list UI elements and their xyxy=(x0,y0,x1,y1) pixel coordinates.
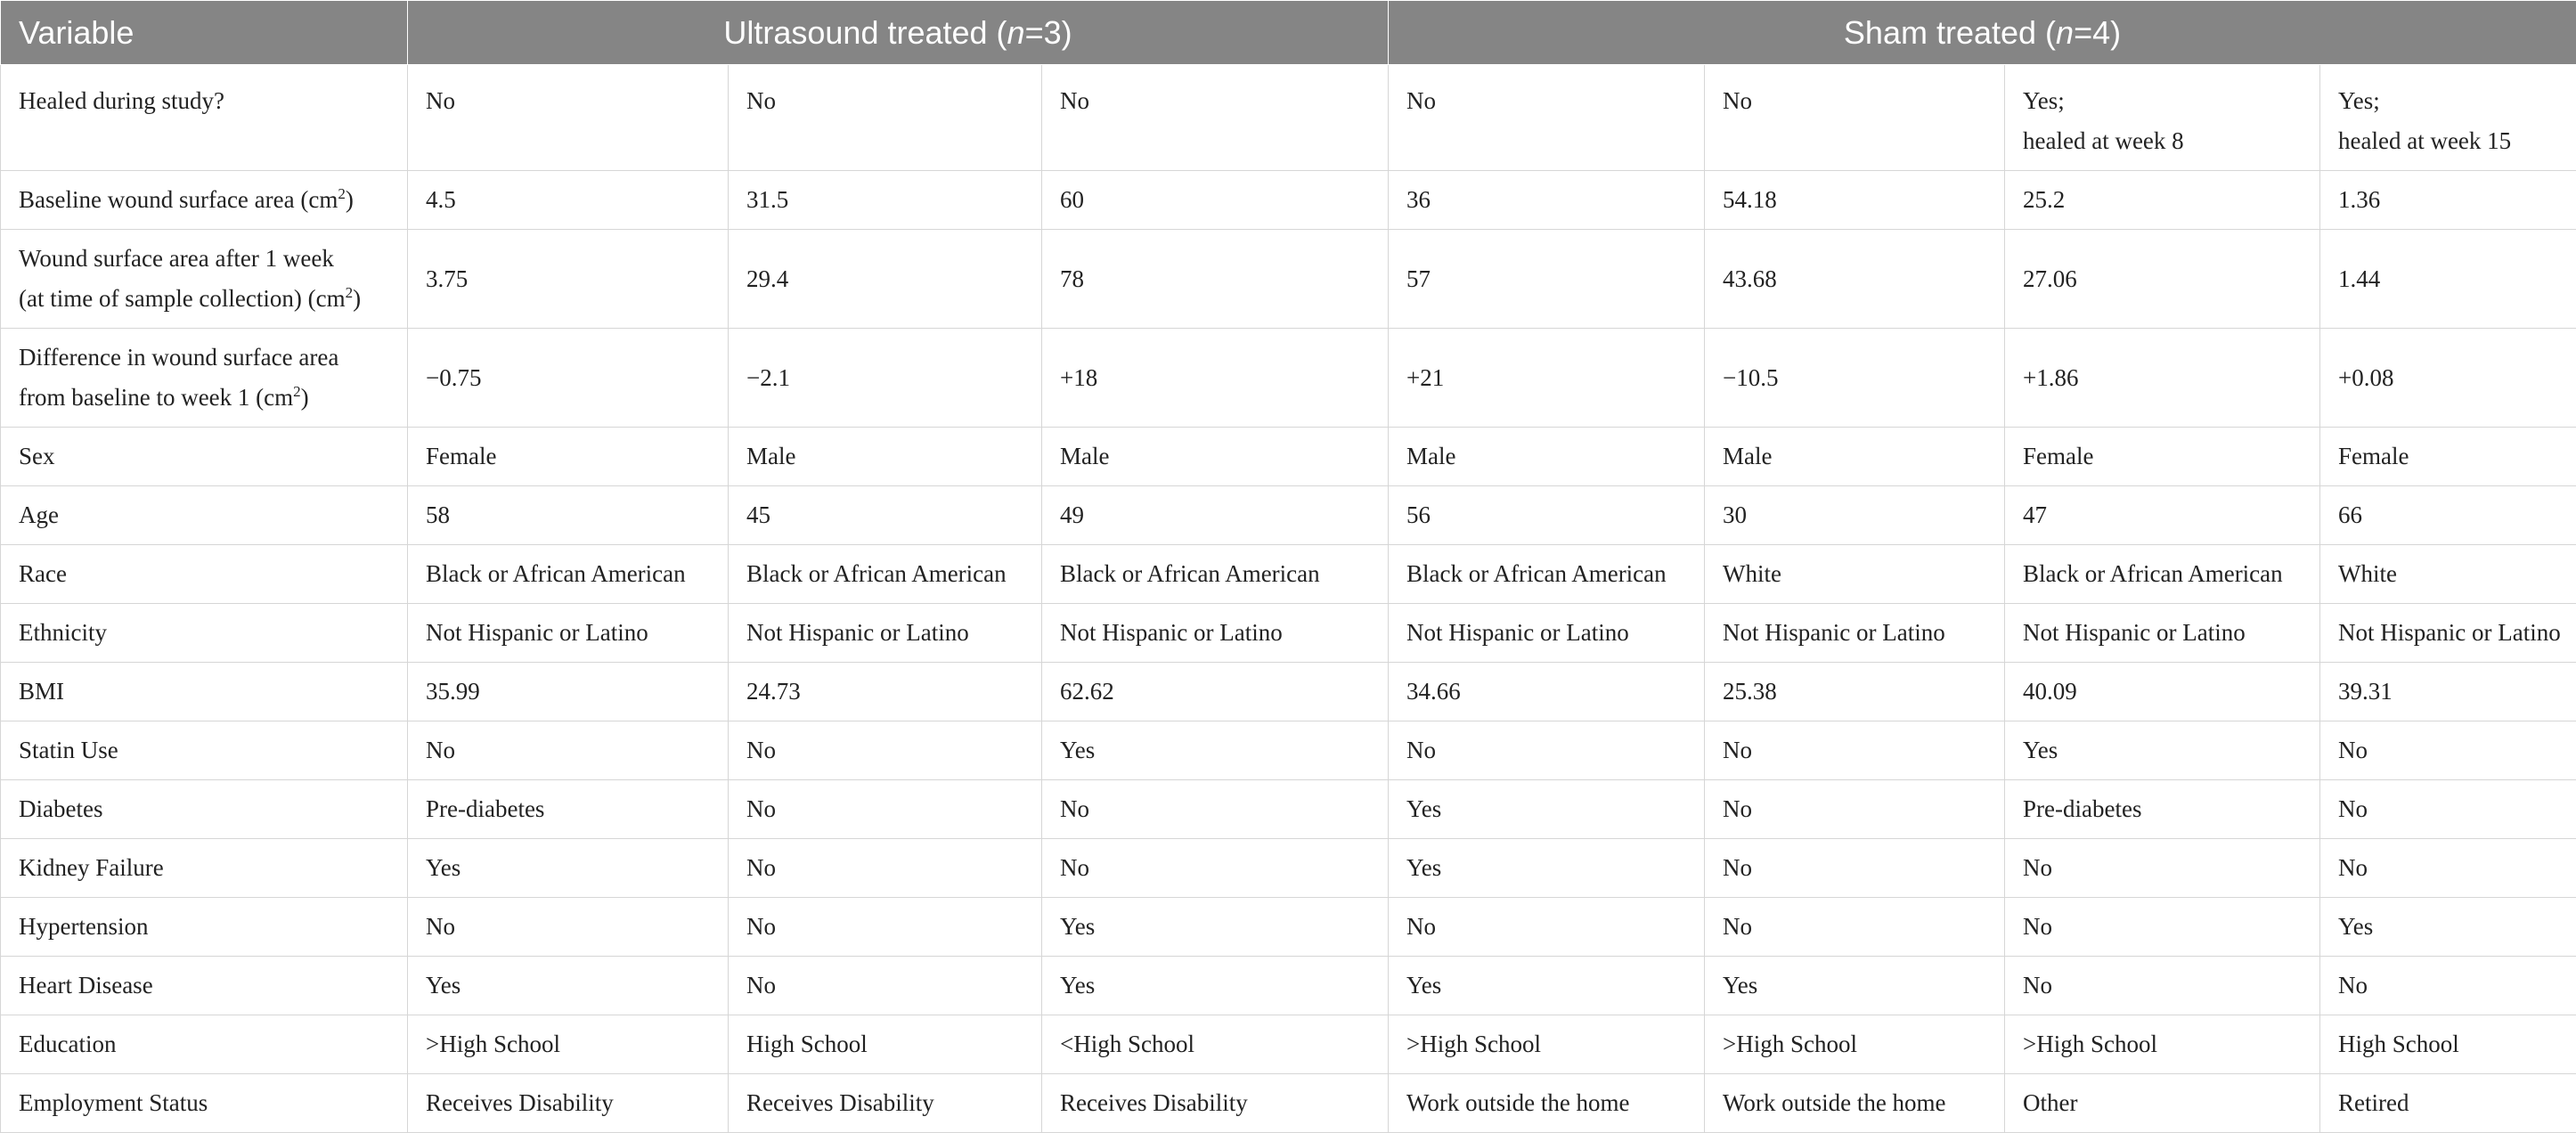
table-row-education xyxy=(1,1015,2576,1074)
cell-line: Yes; xyxy=(2338,81,2558,121)
table-cell: 39.31 xyxy=(2320,663,2576,721)
cell-line: healed at week 15 xyxy=(2338,121,2558,161)
table-row-bmi xyxy=(1,663,2576,721)
table-row-age xyxy=(1,486,2576,545)
table-cell: No xyxy=(729,957,1042,1015)
table-cell: +1.86 xyxy=(2005,329,2320,428)
table-cell: No xyxy=(729,65,1042,171)
table-cell: Male xyxy=(729,428,1042,486)
table-cell: Female xyxy=(2005,428,2320,486)
table-cell: No xyxy=(2320,721,2576,780)
cell-line: healed at week 8 xyxy=(2023,121,2302,161)
table-cell: High School xyxy=(729,1015,1042,1074)
variable-header: Variable xyxy=(1,1,408,65)
table-cell: 25.2 xyxy=(2005,171,2320,230)
table-cell: No xyxy=(1389,898,1705,957)
table-cell: No xyxy=(2320,780,2576,839)
row-label xyxy=(1,171,408,230)
row-label xyxy=(1,230,408,329)
table-cell: Yes xyxy=(1042,957,1389,1015)
table-cell: Not Hispanic or Latino xyxy=(2320,604,2576,663)
table-cell: No xyxy=(1389,65,1705,171)
row-label: Diabetes xyxy=(1,780,408,839)
table-cell: Male xyxy=(1705,428,2005,486)
row-label: Race xyxy=(1,545,408,604)
table-cell: Not Hispanic or Latino xyxy=(2005,604,2320,663)
row-label: Kidney Failure xyxy=(1,839,408,898)
table-cell: Yes xyxy=(2005,721,2320,780)
label-tail: ) xyxy=(346,186,354,213)
table-cell: Pre-diabetes xyxy=(408,780,729,839)
table-cell: 30 xyxy=(1705,486,2005,545)
row-label: BMI xyxy=(1,663,408,721)
table-cell: Yes xyxy=(1042,721,1389,780)
table-cell: No xyxy=(729,780,1042,839)
table-row-race xyxy=(1,545,2576,604)
table-cell: 1.44 xyxy=(2320,230,2576,329)
table-cell: 34.66 xyxy=(1389,663,1705,721)
table-cell: No xyxy=(2005,839,2320,898)
cell-line: Yes; xyxy=(2023,81,2302,121)
label-tail: ) xyxy=(353,285,361,312)
sham-n: n xyxy=(2056,14,2074,51)
table-cell: +0.08 xyxy=(2320,329,2576,428)
table-cell: Other xyxy=(2005,1074,2320,1133)
table-row-kidney-failure xyxy=(1,839,2576,898)
table-cell: No xyxy=(408,65,729,171)
table-cell: Yes xyxy=(2320,898,2576,957)
table-cell: Yes xyxy=(1042,898,1389,957)
table-cell: 29.4 xyxy=(729,230,1042,329)
table-cell: Not Hispanic or Latino xyxy=(1042,604,1389,663)
table-cell: 1.36 xyxy=(2320,171,2576,230)
table-cell: No xyxy=(1389,721,1705,780)
table-cell: White xyxy=(2320,545,2576,604)
table-cell: No xyxy=(2005,898,2320,957)
table-cell: Male xyxy=(1389,428,1705,486)
label-line: from baseline to week 1 (cm xyxy=(19,384,293,411)
ultrasound-group-header xyxy=(408,1,1389,65)
table-row-heart-disease xyxy=(1,957,2576,1015)
table-cell: No xyxy=(729,898,1042,957)
table-cell: Black or African American xyxy=(1042,545,1389,604)
table-cell: 25.38 xyxy=(1705,663,2005,721)
table-row-employment-status xyxy=(1,1074,2576,1133)
table-cell: No xyxy=(2320,839,2576,898)
table-cell: Yes xyxy=(1389,839,1705,898)
table-cell: 43.68 xyxy=(1705,230,2005,329)
table-cell: Male xyxy=(1042,428,1389,486)
label-tail: ) xyxy=(301,384,309,411)
table-cell: 57 xyxy=(1389,230,1705,329)
label-line: Wound surface area after 1 week xyxy=(19,239,389,279)
table-cell: 62.62 xyxy=(1042,663,1389,721)
table-row-area-difference xyxy=(1,329,2576,428)
table-row-ethnicity xyxy=(1,604,2576,663)
table-cell: Black or African American xyxy=(408,545,729,604)
table-cell: Black or African American xyxy=(2005,545,2320,604)
table-cell: No xyxy=(1705,898,2005,957)
row-label: Age xyxy=(1,486,408,545)
table-cell: No xyxy=(1042,839,1389,898)
table-cell: >High School xyxy=(1705,1015,2005,1074)
table-cell: No xyxy=(1705,780,2005,839)
table-cell: No xyxy=(2320,957,2576,1015)
table-cell: 4.5 xyxy=(408,171,729,230)
label-sup: 2 xyxy=(346,284,354,301)
table-cell: 49 xyxy=(1042,486,1389,545)
table-cell: Yes xyxy=(1705,957,2005,1015)
table-row-week1-area xyxy=(1,230,2576,329)
table-cell: >High School xyxy=(2005,1015,2320,1074)
table-cell: No xyxy=(729,839,1042,898)
table-row-diabetes xyxy=(1,780,2576,839)
table-cell: No xyxy=(1042,780,1389,839)
table-cell: Yes xyxy=(408,839,729,898)
table-cell: <High School xyxy=(1042,1015,1389,1074)
row-label: Education xyxy=(1,1015,408,1074)
header-row xyxy=(1,1,2576,65)
table-row-statin-use xyxy=(1,721,2576,780)
table-cell: 54.18 xyxy=(1705,171,2005,230)
table-cell: White xyxy=(1705,545,2005,604)
ultrasound-prefix: Ultrasound treated ( xyxy=(723,14,1007,51)
table-cell: Work outside the home xyxy=(1705,1074,2005,1133)
row-label xyxy=(1,329,408,428)
table-cell: 56 xyxy=(1389,486,1705,545)
table-cell: No xyxy=(408,898,729,957)
table-cell: Yes xyxy=(1389,780,1705,839)
table-cell: No xyxy=(408,721,729,780)
table-cell: Not Hispanic or Latino xyxy=(729,604,1042,663)
table-cell: Yes xyxy=(1389,957,1705,1015)
row-label: Sex xyxy=(1,428,408,486)
table-cell: Work outside the home xyxy=(1389,1074,1705,1133)
table-cell: High School xyxy=(2320,1015,2576,1074)
table-cell: 35.99 xyxy=(408,663,729,721)
row-label: Hypertension xyxy=(1,898,408,957)
table-row-healed xyxy=(1,65,2576,171)
table-cell: 66 xyxy=(2320,486,2576,545)
table-cell: −0.75 xyxy=(408,329,729,428)
table-cell: Not Hispanic or Latino xyxy=(1705,604,2005,663)
table-cell: 60 xyxy=(1042,171,1389,230)
table-cell: Not Hispanic or Latino xyxy=(408,604,729,663)
table-cell: 78 xyxy=(1042,230,1389,329)
table-row-sex xyxy=(1,428,2576,486)
table-cell xyxy=(2005,65,2320,171)
row-label: Ethnicity xyxy=(1,604,408,663)
table-cell: Pre-diabetes xyxy=(2005,780,2320,839)
table-cell: Female xyxy=(408,428,729,486)
table-cell: No xyxy=(1705,721,2005,780)
ultrasound-n: n xyxy=(1007,14,1025,51)
table-cell: −10.5 xyxy=(1705,329,2005,428)
table-cell: No xyxy=(1705,839,2005,898)
row-label: Employment Status xyxy=(1,1074,408,1133)
table-cell: Retired xyxy=(2320,1074,2576,1133)
label-sup: 2 xyxy=(338,185,346,202)
table-cell: Receives Disability xyxy=(729,1074,1042,1133)
table-cell: Yes xyxy=(408,957,729,1015)
sham-suffix: =4) xyxy=(2074,14,2121,51)
table-cell: 58 xyxy=(408,486,729,545)
table-cell: No xyxy=(1705,65,2005,171)
table-cell: Black or African American xyxy=(1389,545,1705,604)
table-cell: 3.75 xyxy=(408,230,729,329)
table-cell: >High School xyxy=(1389,1015,1705,1074)
label-sup: 2 xyxy=(293,383,301,400)
row-label: Heart Disease xyxy=(1,957,408,1015)
ultrasound-suffix: =3) xyxy=(1025,14,1072,51)
table-row-hypertension xyxy=(1,898,2576,957)
table-cell: Receives Disability xyxy=(1042,1074,1389,1133)
table-cell: 36 xyxy=(1389,171,1705,230)
label-text: Baseline wound surface area (cm xyxy=(19,186,338,213)
table-cell: 45 xyxy=(729,486,1042,545)
table-cell: No xyxy=(1042,65,1389,171)
table-cell: −2.1 xyxy=(729,329,1042,428)
table-cell: +21 xyxy=(1389,329,1705,428)
table-row-baseline-area xyxy=(1,171,2576,230)
sham-group-header xyxy=(1389,1,2576,65)
table-cell: No xyxy=(729,721,1042,780)
table-cell: 47 xyxy=(2005,486,2320,545)
table-cell: 31.5 xyxy=(729,171,1042,230)
sham-prefix: Sham treated ( xyxy=(1844,14,2056,51)
label-line: (at time of sample collection) (cm xyxy=(19,285,346,312)
row-label: Statin Use xyxy=(1,721,408,780)
table-cell: 24.73 xyxy=(729,663,1042,721)
table-cell: Female xyxy=(2320,428,2576,486)
table-cell: No xyxy=(2005,957,2320,1015)
table-cell: +18 xyxy=(1042,329,1389,428)
label-line: Difference in wound surface area xyxy=(19,338,389,378)
table-cell: Black or African American xyxy=(729,545,1042,604)
table-cell: Not Hispanic or Latino xyxy=(1389,604,1705,663)
table-cell: 27.06 xyxy=(2005,230,2320,329)
table-cell xyxy=(2320,65,2576,171)
row-label: Healed during study? xyxy=(1,65,408,171)
table-cell: Receives Disability xyxy=(408,1074,729,1133)
table-cell: >High School xyxy=(408,1015,729,1074)
table-cell: 40.09 xyxy=(2005,663,2320,721)
